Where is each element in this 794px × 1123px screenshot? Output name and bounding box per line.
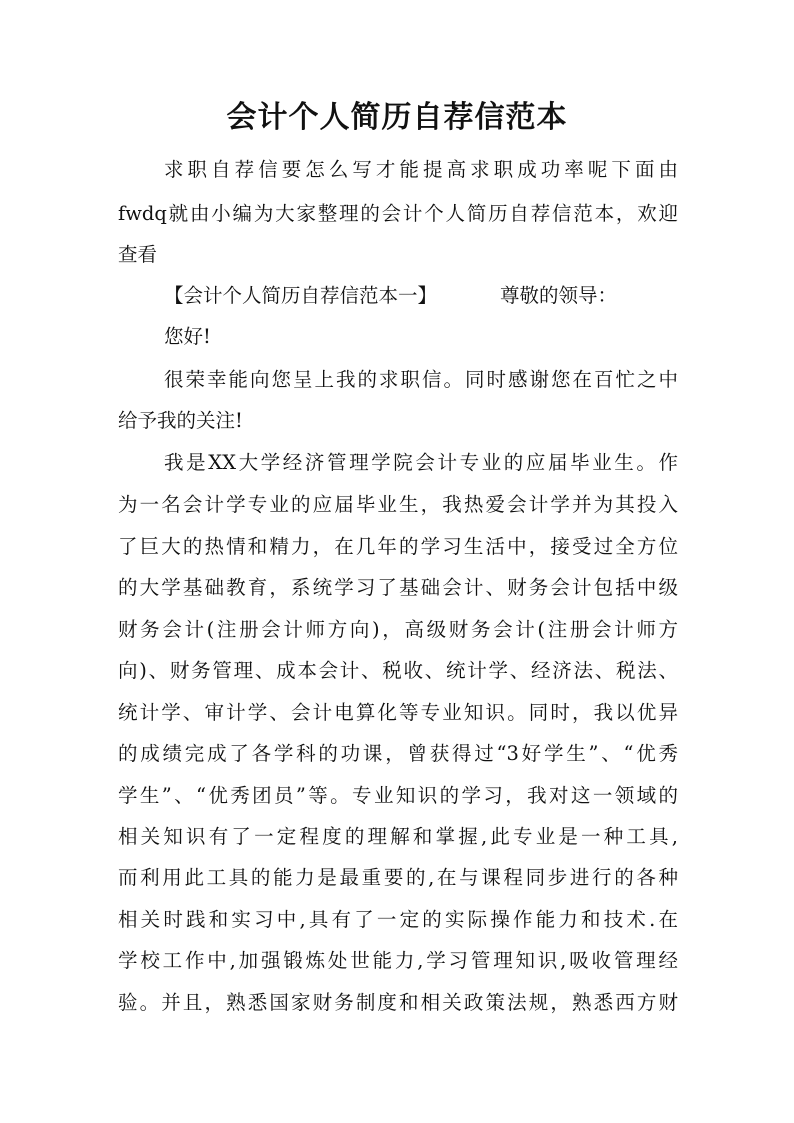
paragraph-line: 而利用此工具的能力是最重要的,在与课程同步进行的各种 bbox=[118, 866, 678, 889]
section-heading: 【会计个人简历自荐信范本一】 bbox=[164, 284, 438, 307]
greeting: 您好! bbox=[164, 325, 211, 348]
paragraph-line: 很荣幸能向您呈上我的求职信。同时感谢您在百忙之中 bbox=[164, 368, 678, 391]
intro-line: fwdq就由小编为大家整理的会计个人简历自荐信范本，欢迎 bbox=[118, 202, 678, 225]
paragraph-line: 学校工作中,加强锻炼处世能力,学习管理知识,吸收管理经 bbox=[118, 949, 678, 972]
paragraph-line: 为一名会计学专业的应届毕业生，我热爱会计学并为其投入 bbox=[118, 493, 678, 516]
intro-line: 查看 bbox=[118, 243, 158, 266]
paragraph-line: 验。并且，熟悉国家财务制度和相关政策法规，熟悉西方财 bbox=[118, 991, 678, 1014]
paragraph-line: 了巨大的热情和精力，在几年的学习生活中，接受过全方位 bbox=[118, 535, 678, 558]
paragraph-line: 的成绩完成了各学科的功课，曾获得过“3好学生”、“优秀 bbox=[118, 742, 678, 765]
paragraph-line: 我是XX大学经济管理学院会计专业的应届毕业生。作 bbox=[164, 451, 678, 474]
document-title: 会计个人简历自荐信范本 bbox=[226, 100, 568, 135]
paragraph-line: 财务会计(注册会计师方向)，高级财务会计(注册会计师方 bbox=[118, 618, 678, 641]
intro-line: 求职自荐信要怎么写才能提高求职成功率呢下面由 bbox=[164, 158, 678, 181]
paragraph-line: 的大学基础教育，系统学习了基础会计、财务会计包括中级 bbox=[118, 576, 678, 599]
paragraph-line: 学生”、“优秀团员”等。专业知识的学习，我对这一领域的 bbox=[118, 784, 678, 807]
paragraph-line: 相关时践和实习中,具有了一定的实际操作能力和技术.在 bbox=[118, 908, 678, 931]
salutation: 尊敬的领导： bbox=[500, 284, 618, 307]
paragraph-line: 统计学、审计学、会计电算化等专业知识。同时，我以优异 bbox=[118, 701, 678, 724]
paragraph-line: 相关知识有了一定程度的理解和掌握,此专业是一种工具, bbox=[118, 825, 678, 848]
paragraph-line: 给予我的关注! bbox=[118, 409, 243, 432]
paragraph-line: 向)、财务管理、成本会计、税收、统计学、经济法、税法、 bbox=[118, 659, 678, 682]
section-heading-row bbox=[164, 281, 618, 311]
